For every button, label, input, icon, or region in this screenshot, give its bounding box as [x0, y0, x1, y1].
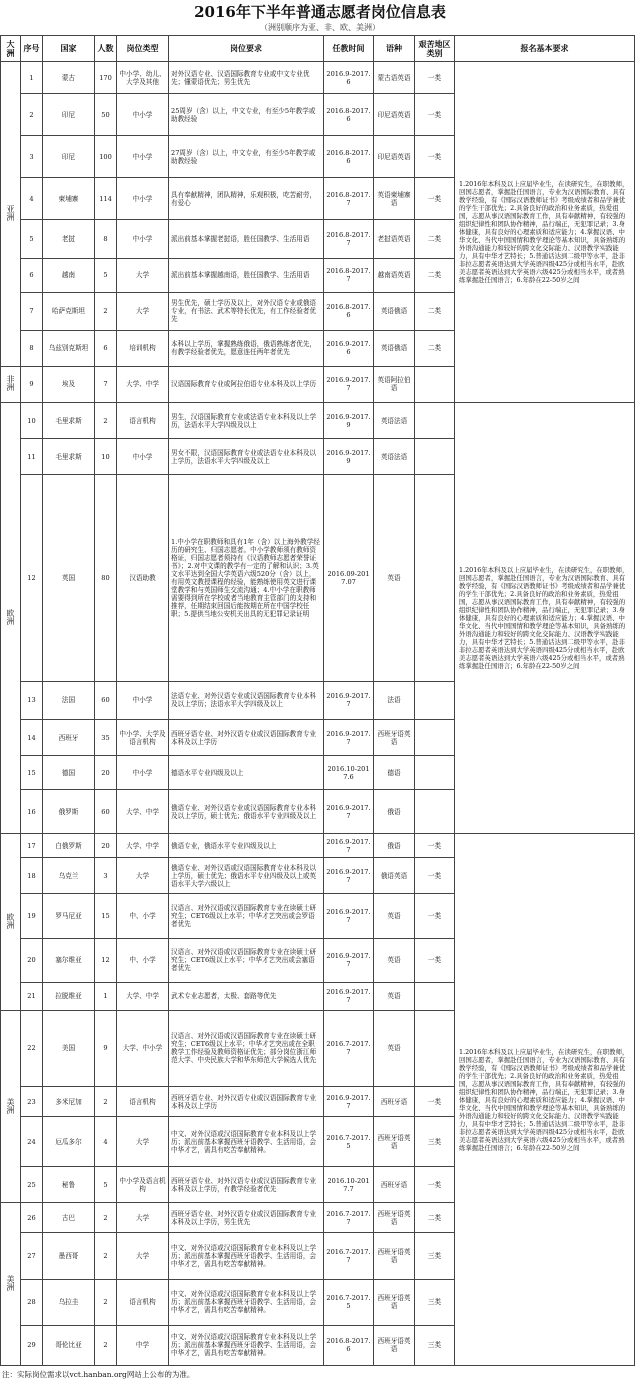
row-number: 28	[21, 1279, 43, 1325]
headcount-cell: 3	[95, 858, 117, 894]
teaching-period-cell: 2016.8-2017.6	[324, 1325, 374, 1365]
position-type-cell: 大学、中学	[117, 982, 169, 1010]
hardship-category-cell	[415, 439, 455, 475]
country-cell: 印尼	[43, 94, 95, 136]
teaching-period-cell: 2016.9-2017.7	[324, 790, 374, 834]
position-requirement-cell: 西班牙语专业、对外汉语专业或汉语国际教育专业本科及以上学历	[169, 1087, 324, 1117]
header-cell: 国家	[43, 36, 95, 62]
headcount-cell: 6	[95, 330, 117, 366]
position-requirement-cell: 男女不限，汉语国际教育专业或法语专业本科及以上学历，法语水平大学四级及以上	[169, 439, 324, 475]
headcount-cell: 2	[95, 1279, 117, 1325]
position-type-cell: 中小学	[117, 136, 169, 178]
hardship-category-cell: 一类	[415, 1087, 455, 1117]
position-type-cell: 语言机构	[117, 1279, 169, 1325]
headcount-cell: 114	[95, 178, 117, 220]
language-cell: 俄语英语	[374, 858, 415, 894]
row-number: 14	[21, 719, 43, 755]
headcount-cell: 1	[95, 982, 117, 1010]
language-cell: 英语	[374, 938, 415, 982]
basic-requirements-cell: 1.2016年本科及以上应届毕业生，在读研究生，在职教师，回国志愿者，掌握赴任国语言，专业为汉语国际教育、具有教学经验，有《国际汉语教师证书》考级成绩者和品学兼优的学生干部优先；2.具备良好的政治和业务素质，热爱祖国，志愿从事汉语国际教育工作，具有奉献精神，有较强的组织纪律性和团队协作精神，品行端正，无犯罪记录；3.身体健康，具有良好的心理素质和适应能力；4.掌握汉语、中华文化、当代中国国情和教学理论等基本知识，具备熟练的外语沟通能力和较好的跨文化交际能力、汉语教学实践能力，具有中华才艺特长；5.普通话达到二级甲等水平，赴非非拉志愿者英语达到大学英语四级425分或相当水平，赴欧美志愿者英语达到大学英语六级425分或相当水平，或者熟练掌握赴任国语言；6.年龄在22-50岁之间	[455, 834, 635, 1366]
headcount-cell: 60	[95, 681, 117, 719]
position-requirement-cell: 汉语言、对外汉语或汉语国际教育专业在读硕士研究生；CET6级以上水平；中华才艺突出或会罗语者优先	[169, 894, 324, 938]
hardship-category-cell: 二类	[415, 330, 455, 366]
position-requirement-cell: 汉语言、对外汉语或汉语国际教育专业在读硕士研究生；CET6级以上水平；中华才艺突出或在全职教学工作经验及教师资格证优先；部分岗位浙江师范大学、中央民族大学和华东师范大学候选人优先	[169, 1010, 324, 1086]
position-type-cell: 大学、中学	[117, 834, 169, 858]
teaching-period-cell: 2016.8-2017.6	[324, 136, 374, 178]
headcount-cell: 2	[95, 1203, 117, 1233]
hardship-category-cell	[415, 1010, 455, 1086]
position-type-cell: 中小学及语言机构	[117, 1167, 169, 1203]
headcount-cell: 2	[95, 403, 117, 439]
teaching-period-cell: 2016.9-2017.9	[324, 403, 374, 439]
headcount-cell: 5	[95, 1167, 117, 1203]
country-cell: 乌兹别克斯坦	[43, 330, 95, 366]
country-cell: 德国	[43, 756, 95, 790]
position-type-cell: 大学	[117, 292, 169, 330]
teaching-period-cell: 2016.10-2017.6	[324, 756, 374, 790]
continent-cell: 欧洲	[1, 834, 21, 1011]
hardship-category-cell: 二类	[415, 258, 455, 292]
row-number: 18	[21, 858, 43, 894]
position-type-cell: 大学	[117, 1203, 169, 1233]
row-number: 17	[21, 834, 43, 858]
position-requirement-cell: 派出前基本掌握老挝语，胜任国教学、生活用语	[169, 220, 324, 258]
headcount-cell: 20	[95, 834, 117, 858]
language-cell: 英语	[374, 1010, 415, 1086]
position-requirement-cell: 中文、对外汉语或汉语国际教育专业本科及以上学历；派出前基本掌握西班牙语教学、生活用语，会中华才艺，需具有吃苦奉献精神。	[169, 1279, 324, 1325]
headcount-cell: 10	[95, 439, 117, 475]
footnote: 注：实际岗位需求以vct.hanban.org网站上公布的为准。	[2, 1370, 195, 1379]
teaching-period-cell: 2016.7-2017.5	[324, 1117, 374, 1167]
position-type-cell: 大学	[117, 258, 169, 292]
country-cell: 毛里求斯	[43, 403, 95, 439]
hardship-category-cell	[415, 366, 455, 402]
row-number: 11	[21, 439, 43, 475]
row-number: 6	[21, 258, 43, 292]
hardship-category-cell: 一类	[415, 858, 455, 894]
language-cell: 西班牙语英语	[374, 1117, 415, 1167]
position-type-cell: 大学	[117, 858, 169, 894]
position-type-cell: 大学	[117, 1117, 169, 1167]
hardship-category-cell	[415, 719, 455, 755]
teaching-period-cell: 2016.7-2017.5	[324, 1279, 374, 1325]
country-cell: 柬埔寨	[43, 178, 95, 220]
header-cell: 大洲	[1, 36, 21, 62]
row-number: 10	[21, 403, 43, 439]
row-number: 1	[21, 62, 43, 94]
headcount-cell: 60	[95, 790, 117, 834]
teaching-period-cell: 2016.8-2017.6	[324, 94, 374, 136]
country-cell: 哥伦比亚	[43, 1325, 95, 1365]
teaching-period-cell: 2016.7-2017.7	[324, 1010, 374, 1086]
hardship-category-cell: 一类	[415, 178, 455, 220]
row-number: 15	[21, 756, 43, 790]
row-number: 21	[21, 982, 43, 1010]
headcount-cell: 2	[95, 1325, 117, 1365]
position-requirement-cell: 法语专业、对外汉语专业或汉语国际教育专业本科及以上学历；法语水平大学四级及以上	[169, 681, 324, 719]
headcount-cell: 5	[95, 258, 117, 292]
hardship-category-cell: 一类	[415, 938, 455, 982]
row-number: 2	[21, 94, 43, 136]
header-cell: 报名基本要求	[455, 36, 635, 62]
headcount-cell: 80	[95, 475, 117, 682]
continent-cell: 亚洲	[1, 62, 21, 367]
position-requirement-cell: 西班牙语专业、对外汉语专业或汉语国际教育专业本科及以上学历，有教学经验者优先	[169, 1167, 324, 1203]
language-cell: 西班牙语英语	[374, 719, 415, 755]
country-cell: 毛里求斯	[43, 439, 95, 475]
teaching-period-cell: 2016.8-2017.7	[324, 258, 374, 292]
position-requirement-cell: 对外汉语专业、汉语国际教育专业或中文专业优先；懂蒙语优先；男生优先	[169, 62, 324, 94]
position-requirement-cell: 27周岁（含）以上，中文专业，有至少5年教学或助教经验	[169, 136, 324, 178]
teaching-period-cell: 2016.9-2017.7	[324, 834, 374, 858]
hardship-category-cell: 二类	[415, 1203, 455, 1233]
position-type-cell: 大学、中学	[117, 366, 169, 402]
position-requirement-cell: 派出前基本掌握越南语，胜任国教学、生活用语	[169, 258, 324, 292]
header-cell: 语种	[374, 36, 415, 62]
hardship-category-cell: 三类	[415, 1279, 455, 1325]
position-type-cell: 中小学	[117, 681, 169, 719]
position-type-cell: 中小学、大学及语言机构	[117, 719, 169, 755]
position-type-cell: 语言机构	[117, 1087, 169, 1117]
language-cell: 德语	[374, 756, 415, 790]
position-type-cell: 中小学	[117, 178, 169, 220]
table-row	[1, 834, 635, 858]
language-cell: 英语法语	[374, 403, 415, 439]
basic-requirements-cell: 1.2016年本科及以上应届毕业生，在读研究生，在职教师，回国志愿者，掌握赴任国语言，专业为汉语国际教育、具有教学经验，有《国际汉语教师证书》考级成绩者和品学兼优的学生干部优先；2.具备良好的政治和业务素质，热爱祖国，志愿从事汉语国际教育工作，具有奉献精神，有较强的组织纪律性和团队协作精神，品行端正，无犯罪记录；3.身体健康，具有良好的心理素质和适应能力；4.掌握汉语、中华文化、当代中国国情和教学理论等基本知识，具备熟练的外语沟通能力和较好的跨文化交际能力、汉语教学实践能力，具有中华才艺特长；5.普通话达到二级甲等水平，赴非非拉志愿者英语达到大学英语四级425分或相当水平，赴欧美志愿者英语达到大学英语六级425分或相当水平，或者熟练掌握赴任国语言；6.年龄在22-50岁之间	[455, 62, 635, 403]
teaching-period-cell: 2016.9-2017.7	[324, 894, 374, 938]
header-cell: 序号	[21, 36, 43, 62]
position-type-cell: 汉语助教	[117, 475, 169, 682]
teaching-period-cell: 2016.9-2017.6	[324, 330, 374, 366]
country-cell: 法国	[43, 681, 95, 719]
page-title: 2016年下半年普通志愿者岗位信息表	[194, 3, 446, 21]
position-type-cell: 大学、中学	[117, 790, 169, 834]
headcount-cell: 4	[95, 1117, 117, 1167]
teaching-period-cell: 2016.9-2017.7	[324, 1087, 374, 1117]
teaching-period-cell: 2016.7-2017.7	[324, 1233, 374, 1279]
language-cell: 英语阿拉伯语	[374, 366, 415, 402]
teaching-period-cell: 2016.10-2017.7	[324, 1167, 374, 1203]
language-cell: 英语	[374, 982, 415, 1010]
table-body	[1, 62, 635, 1366]
position-requirement-cell: 男生优先，硕士学历及以上，对外汉语专业或俄语专业，有书法、武术等特长优先，有工作经验者优先	[169, 292, 324, 330]
position-type-cell: 语言机构	[117, 403, 169, 439]
teaching-period-cell: 2016.9-2017.9	[324, 439, 374, 475]
language-cell: 西班牙语	[374, 1167, 415, 1203]
header-cell: 岗位类型	[117, 36, 169, 62]
hardship-category-cell	[415, 790, 455, 834]
position-requirement-cell: 男生，汉语国际教育专业或法语专业本科及以上学历，法语水平大学四级及以上	[169, 403, 324, 439]
position-requirement-cell: 西班牙语专业、对外汉语专业或汉语国际教育专业本科及以上学历	[169, 719, 324, 755]
country-cell: 乌拉圭	[43, 1279, 95, 1325]
teaching-period-cell: 2016.8-2017.7	[324, 178, 374, 220]
country-cell: 白俄罗斯	[43, 834, 95, 858]
basic-requirements-cell: 1.2016年本科及以上应届毕业生，在读研究生，在职教师，回国志愿者，掌握赴任国语言，专业为汉语国际教育、具有教学经验，有《国际汉语教师证书》考级成绩者和品学兼优的学生干部优先；2.具备良好的政治和业务素质，热爱祖国，志愿从事汉语国际教育工作，具有奉献精神，有较强的组织纪律性和团队协作精神，品行端正，无犯罪记录；3.身体健康，具有良好的心理素质和适应能力；4.掌握汉语、中华文化、当代中国国情和教学理论等基本知识，具备熟练的外语沟通能力和较好的跨文化交际能力、汉语教学实践能力，具有中华才艺特长；5.普通话达到二级甲等水平，赴非非拉志愿者英语达到大学英语四级425分或相当水平，赴欧美志愿者英语达到大学英语六级425分或相当水平，或者熟练掌握赴任国语言；6.年龄在22-50岁之间	[455, 403, 635, 834]
language-cell: 英语柬埔寨语	[374, 178, 415, 220]
country-cell: 老挝	[43, 220, 95, 258]
row-number: 8	[21, 330, 43, 366]
row-number: 25	[21, 1167, 43, 1203]
language-cell: 英语法语	[374, 439, 415, 475]
country-cell: 哈萨克斯坦	[43, 292, 95, 330]
language-cell: 西班牙语英语	[374, 1279, 415, 1325]
country-cell: 乌克兰	[43, 858, 95, 894]
header-cell: 岗位要求	[169, 36, 324, 62]
language-cell: 印尼语英语	[374, 94, 415, 136]
position-requirement-cell: 1.中小学在职教师和具有1年（含）以上海外教学经历的研究生、归国志愿者。中小学教师须有教师资格证，归国志愿者须持有《汉语教师志愿者荣誉证书》；2.对中文课的教学有一定的了解和认识；3.英文水平达到全国大学英语六级520分（含）以上，有用英文教授课程的经验，能熟练使用英文进行课堂教学和与英国师生交流沟通；4.中小学在职教师需要得到所在学校或者当地教育主管部门的支持和推荐，任期结束回国后能按期在所在中国学校任职；5.提供当地公安机关出具的无犯罪记录证明	[169, 475, 324, 682]
row-number: 5	[21, 220, 43, 258]
teaching-period-cell: 2016.9-2017.7	[324, 681, 374, 719]
header-cell: 任教时间	[324, 36, 374, 62]
position-type-cell: 中学	[117, 1325, 169, 1365]
headcount-cell: 2	[95, 1233, 117, 1279]
header-cell: 艰苦地区类别	[415, 36, 455, 62]
language-cell: 俄语	[374, 834, 415, 858]
headcount-cell: 170	[95, 62, 117, 94]
headcount-cell: 7	[95, 366, 117, 402]
page-subtitle: （洲别顺序为亚、非、欧、美洲）	[260, 23, 380, 32]
row-number: 24	[21, 1117, 43, 1167]
teaching-period-cell: 2016.8-2017.7	[324, 220, 374, 258]
country-cell: 塞尔维亚	[43, 938, 95, 982]
language-cell: 西班牙语英语	[374, 1233, 415, 1279]
language-cell: 西班牙语英语	[374, 1203, 415, 1233]
language-cell: 英语俄语	[374, 292, 415, 330]
hardship-category-cell: 二类	[415, 292, 455, 330]
country-cell: 埃及	[43, 366, 95, 402]
volunteer-positions-table	[0, 35, 635, 1366]
hardship-category-cell: 二类	[415, 220, 455, 258]
language-cell: 越南语英语	[374, 258, 415, 292]
position-type-cell: 中小学、幼儿、大学及其他	[117, 62, 169, 94]
hardship-category-cell: 三类	[415, 1117, 455, 1167]
table-header-row	[1, 36, 635, 62]
position-type-cell: 中小学	[117, 756, 169, 790]
row-number: 3	[21, 136, 43, 178]
row-number: 9	[21, 366, 43, 402]
hardship-category-cell	[415, 681, 455, 719]
country-cell: 英国	[43, 475, 95, 682]
teaching-period-cell: 2016.9-2017.7	[324, 858, 374, 894]
hardship-category-cell: 一类	[415, 62, 455, 94]
country-cell: 美国	[43, 1010, 95, 1086]
continent-cell: 美洲	[1, 1203, 21, 1366]
row-number: 20	[21, 938, 43, 982]
position-type-cell: 大学	[117, 1233, 169, 1279]
position-requirement-cell: 中文、对外汉语或汉语国际教育专业本科及以上学历；派出前基本掌握西班牙语教学、生活用语，会中华才艺，需具有吃苦奉献精神。	[169, 1117, 324, 1167]
position-type-cell: 培训机构	[117, 330, 169, 366]
position-type-cell: 中、小学	[117, 894, 169, 938]
row-number: 19	[21, 894, 43, 938]
continent-cell: 美洲	[1, 1010, 21, 1203]
country-cell: 越南	[43, 258, 95, 292]
language-cell: 老挝语英语	[374, 220, 415, 258]
headcount-cell: 2	[95, 292, 117, 330]
row-number: 27	[21, 1233, 43, 1279]
position-requirement-cell: 本科以上学历，掌握熟练俄语，俄语熟练者优先，有教学经验者优先，愿意连任两年者优先	[169, 330, 324, 366]
language-cell: 印尼语英语	[374, 136, 415, 178]
language-cell: 蒙古语英语	[374, 62, 415, 94]
table-row	[1, 62, 635, 94]
language-cell: 法语	[374, 681, 415, 719]
country-cell: 罗马尼亚	[43, 894, 95, 938]
row-number: 13	[21, 681, 43, 719]
position-requirement-cell: 西班牙语专业、对外汉语专业或汉语国际教育专业本科及以上学历，男生优先	[169, 1203, 324, 1233]
headcount-cell: 9	[95, 1010, 117, 1086]
country-cell: 古巴	[43, 1203, 95, 1233]
position-type-cell: 大学、中小学	[117, 1010, 169, 1086]
teaching-period-cell: 2016.9-2017.6	[324, 62, 374, 94]
position-requirement-cell: 中文、对外汉语或汉语国际教育专业本科及以上学历；派出前基本掌握西班牙语教学、生活用语，会中华才艺，需具有吃苦奉献精神。	[169, 1325, 324, 1365]
country-cell: 印尼	[43, 136, 95, 178]
row-number: 29	[21, 1325, 43, 1365]
table-row	[1, 403, 635, 439]
hardship-category-cell	[415, 475, 455, 682]
hardship-category-cell: 一类	[415, 1167, 455, 1203]
language-cell: 俄语	[374, 790, 415, 834]
teaching-period-cell: 2016.9-2017.7	[324, 366, 374, 402]
position-requirement-cell: 俄语专业、对外汉语或汉语国际教育专业本科及以上学历，硕士优先；俄语水平专业四级及以上或英语水平大学六级以上	[169, 858, 324, 894]
row-number: 23	[21, 1087, 43, 1117]
row-number: 16	[21, 790, 43, 834]
hardship-category-cell	[415, 756, 455, 790]
row-number: 12	[21, 475, 43, 682]
teaching-period-cell: 2016.09-2017.07	[324, 475, 374, 682]
hardship-category-cell: 一类	[415, 136, 455, 178]
position-requirement-cell: 俄语专业，俄语水平专业四级及以上	[169, 834, 324, 858]
language-cell: 英语	[374, 475, 415, 682]
country-cell: 西班牙	[43, 719, 95, 755]
teaching-period-cell: 2016.9-2017.7	[324, 982, 374, 1010]
country-cell: 俄罗斯	[43, 790, 95, 834]
hardship-category-cell: 三类	[415, 1325, 455, 1365]
country-cell: 秘鲁	[43, 1167, 95, 1203]
language-cell: 英语俄语	[374, 330, 415, 366]
country-cell: 墨西哥	[43, 1233, 95, 1279]
row-number: 4	[21, 178, 43, 220]
headcount-cell: 50	[95, 94, 117, 136]
hardship-category-cell: 一类	[415, 94, 455, 136]
headcount-cell: 20	[95, 756, 117, 790]
language-cell: 英语	[374, 894, 415, 938]
position-type-cell: 中、小学	[117, 938, 169, 982]
position-requirement-cell: 汉语言、对外汉语或汉语国际教育专业在读硕士研究生；CET6级以上水平；中华才艺突出或会塞语者优先	[169, 938, 324, 982]
row-number: 26	[21, 1203, 43, 1233]
continent-cell: 欧洲	[1, 403, 21, 834]
position-requirement-cell: 俄语专业、对外汉语专业或汉语国际教育专业本科及以上学历，硕士优先；俄语水平专业四级及以上	[169, 790, 324, 834]
position-type-cell: 中小学	[117, 220, 169, 258]
hardship-category-cell: 一类	[415, 894, 455, 938]
row-number: 22	[21, 1010, 43, 1086]
language-cell: 西班牙语	[374, 1087, 415, 1117]
position-requirement-cell: 25周岁（含）以上，中文专业，有至少5年教学或助教经验	[169, 94, 324, 136]
headcount-cell: 8	[95, 220, 117, 258]
hardship-category-cell	[415, 403, 455, 439]
headcount-cell: 2	[95, 1087, 117, 1117]
position-type-cell: 中小学	[117, 94, 169, 136]
headcount-cell: 35	[95, 719, 117, 755]
teaching-period-cell: 2016.9-2017.7	[324, 719, 374, 755]
continent-cell: 非洲	[1, 366, 21, 402]
position-requirement-cell: 德语水平专业四级及以上	[169, 756, 324, 790]
position-requirement-cell: 汉语国际教育专业或阿拉伯语专业本科及以上学历	[169, 366, 324, 402]
hardship-category-cell: 一类	[415, 834, 455, 858]
position-requirement-cell: 武术专业志愿者，太极、套路等优先	[169, 982, 324, 1010]
country-cell: 拉脱维亚	[43, 982, 95, 1010]
country-cell: 蒙古	[43, 62, 95, 94]
language-cell: 西班牙语英语	[374, 1325, 415, 1365]
headcount-cell: 15	[95, 894, 117, 938]
teaching-period-cell: 2016.9-2017.7	[324, 938, 374, 982]
header-cell: 人数	[95, 36, 117, 62]
country-cell: 厄瓜多尔	[43, 1117, 95, 1167]
teaching-period-cell: 2016.8-2017.6	[324, 292, 374, 330]
headcount-cell: 12	[95, 938, 117, 982]
position-requirement-cell: 具有奉献精神，团队精神，乐观积极，吃苦耐劳，有爱心	[169, 178, 324, 220]
position-requirement-cell: 中文、对外汉语或汉语国际教育专业本科及以上学历；派出前基本掌握西班牙语教学、生活用语，会中华才艺，需具有吃苦奉献精神。	[169, 1233, 324, 1279]
hardship-category-cell	[415, 982, 455, 1010]
position-type-cell: 中小学	[117, 439, 169, 475]
country-cell: 多米尼加	[43, 1087, 95, 1117]
headcount-cell: 100	[95, 136, 117, 178]
teaching-period-cell: 2016.7-2017.7	[324, 1203, 374, 1233]
row-number: 7	[21, 292, 43, 330]
hardship-category-cell: 三类	[415, 1233, 455, 1279]
